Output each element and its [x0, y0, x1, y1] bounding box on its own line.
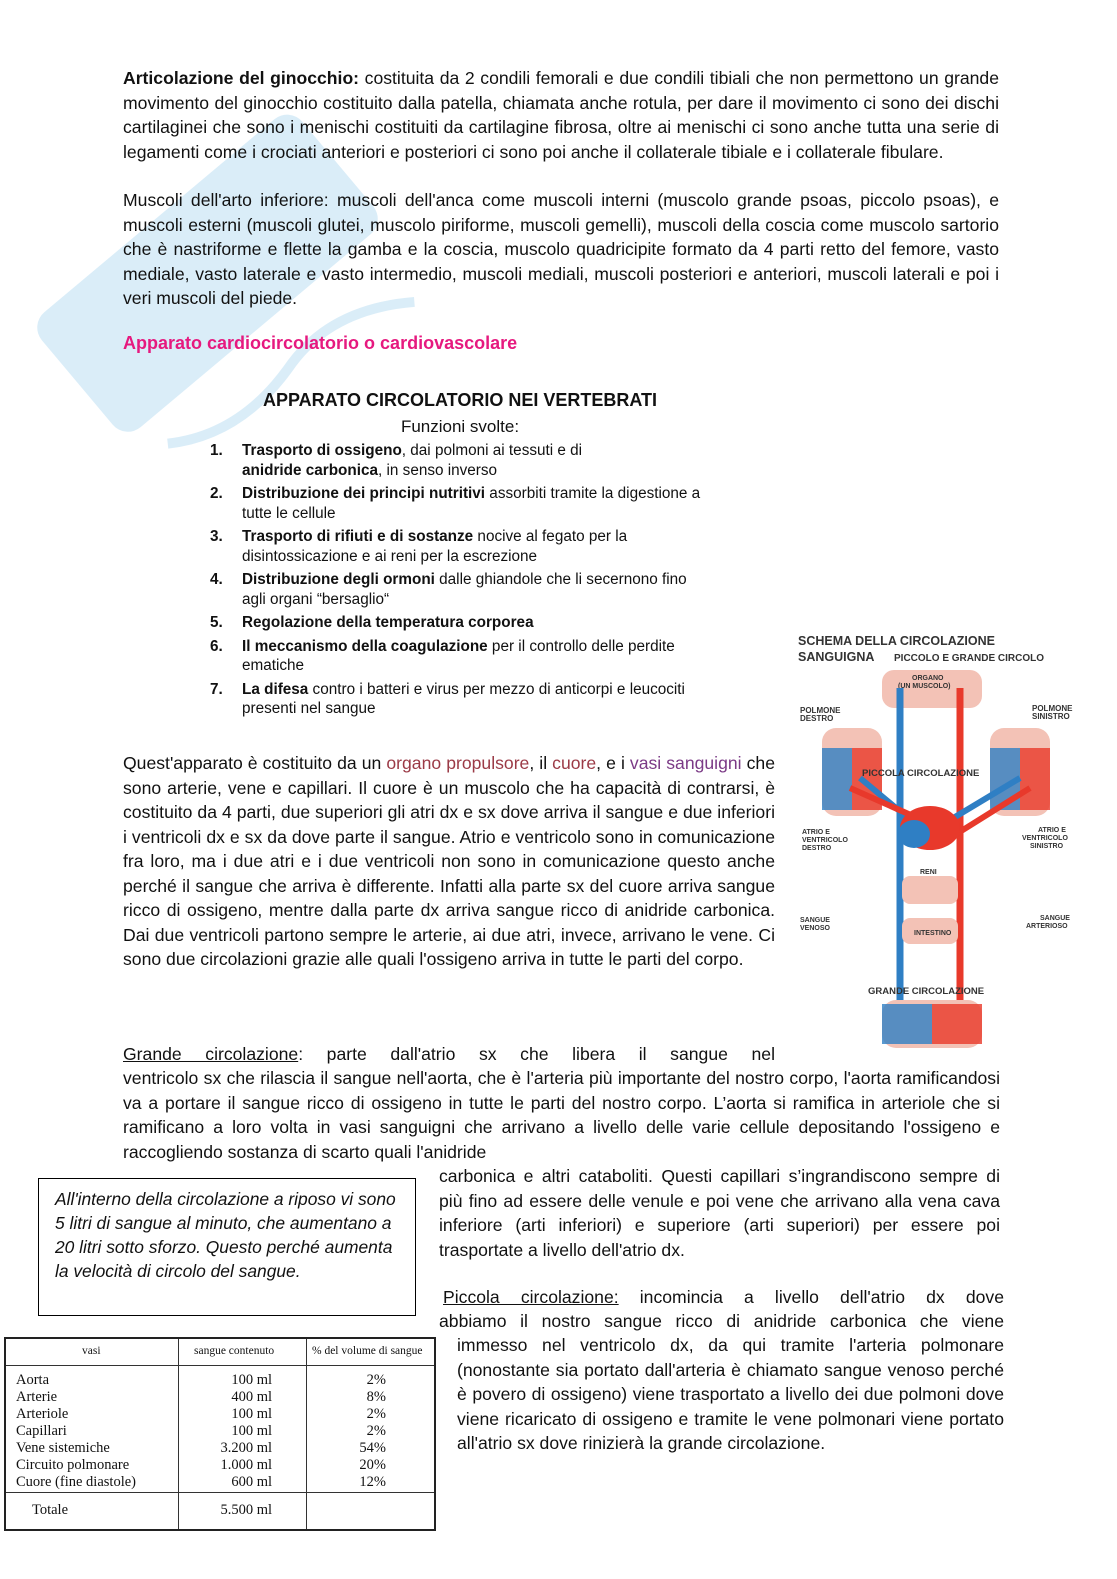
infographic-subtitle: Funzioni svolte:	[400, 417, 520, 436]
svg-text:POLMONE: POLMONE	[1032, 704, 1073, 713]
svg-text:ORGANO: ORGANO	[912, 675, 944, 682]
organ-bottom-arterial	[932, 1004, 982, 1044]
svg-text:VENTRICOLO: VENTRICOLO	[802, 837, 848, 844]
functions-list	[210, 441, 710, 719]
circulation-diagram	[790, 628, 1080, 1058]
function-item: 3. Trasporto di rifiuti e di sostanze nocive al fegato per la disintossicazione e ai reni per la escrezione	[210, 528, 628, 565]
function-item: 4. Distribuzione degli ormoni dalle ghiandole che li secernono fino agli organi “bersaglio“	[210, 571, 687, 608]
table-row: Aorta 100 ml 2%	[16, 1372, 386, 1388]
svg-text:DESTRO: DESTRO	[800, 714, 834, 723]
svg-text:(UN MUSCOLO): (UN MUSCOLO)	[898, 683, 951, 690]
svg-text:ATRIO E: ATRIO E	[802, 829, 830, 836]
diagram-title-2b: PICCOLO E GRANDE CIRCOLO	[894, 653, 1045, 664]
table-row: Arteriole 100 ml 2%	[16, 1406, 386, 1422]
svg-text:POLMONE: POLMONE	[800, 706, 841, 715]
highlight-cuore: cuore	[552, 753, 597, 773]
function-item: 2. Distribuzione dei principi nutritivi assorbiti tramite la digestione a tutte le cellule	[210, 485, 701, 522]
highlight-organo: organo propulsore	[386, 753, 530, 773]
diagram-title-1: SCHEMA DELLA CIRCOLAZIONE	[798, 634, 995, 648]
table-row: Cuore (fine diastole) 600 ml 12%	[16, 1474, 386, 1490]
label-grande: GRANDE CIRCOLAZIONE	[868, 986, 985, 997]
heart-right	[898, 820, 930, 848]
table-row: Circuito polmonare 1.000 ml 20%	[16, 1457, 386, 1473]
ginocchio-text: costituita da 2 condili femorali e due condili tibiali che non permettono un grande movimento del ginocchio costituito dalla patella, chiamata anche rotula, per dare il movimento ci sono dei dischi cartilaginei che sono i menischi costituiti da cartilagine fibrosa, oltre ai menischi ci sono anche tutta una serie di legamenti come i crociati anteriori e posteriori ci sono poi anche il collaterale tibiale e i collaterale fibulare.	[123, 68, 999, 162]
highlight-vasi: vasi sanguigni	[629, 753, 742, 773]
svg-text:SANGUE: SANGUE	[1040, 915, 1070, 922]
paragraph-ginocchio	[123, 66, 999, 164]
ginocchio-title: Articolazione del ginocchio:	[123, 68, 360, 88]
piccola-circ-body: immesso nel ventricolo dx, da qui tramite l'arteria polmonare (nonostante sia portato dall'arteria è chiamato sangue venoso perché è povero di ossigeno) viene trasportato a livello dei due polmoni dove viene ricaricato di ossigeno e tramite le vene polmonari viene portato all'atrio sx dove rinizierà la grande circolazione.	[457, 1335, 1004, 1453]
grande-circ-body2: carbonica e altri cataboliti. Questi capillari s’ingrandiscono sempre di più fino ad essere delle venule e poi vene che arrivano alla vena cava inferiore (arti inferiori) e superiore (arti superiori) per essere poi trasportate a livello dell'atrio dx.	[439, 1166, 1000, 1260]
piccola-circ-line1: Piccola circolazione: incomincia a livello dell'atrio dx dove	[443, 1287, 1004, 1307]
function-item: 7. La difesa contro i batteri e virus per mezzo di anticorpi e leucociti presenti nel sangue	[210, 680, 685, 717]
note-box: All'interno della circolazione a riposo vi sono 5 litri di sangue al minuto, che aumentano a 20 litri sotto sforzo. Questo perché aumenta la velocità di circolo del sangue.	[38, 1178, 416, 1316]
table-header: vasi sangue contenuto % del volume di sangue	[6, 1339, 434, 1366]
piccola-circ-label: Piccola circolazione:	[443, 1287, 619, 1307]
blood-volume-table	[4, 1337, 436, 1531]
svg-text:INTESTINO: INTESTINO	[914, 930, 952, 937]
function-item: 5. Regolazione della temperatura corporea	[210, 614, 534, 631]
table-row: Arterie 400 ml 8%	[16, 1389, 386, 1405]
svg-text:SANGUE: SANGUE	[800, 917, 830, 924]
function-item: 1. Trasporto di ossigeno, dai polmoni ai tessuti e di anidride carbonica, in senso inverso	[210, 442, 583, 479]
grande-circ-label: Grande circolazione	[123, 1044, 299, 1064]
infographic-title: APPARATO CIRCOLATORIO NEI VERTEBRATI	[262, 390, 657, 410]
paragraph-muscoli: Muscoli dell'arto inferiore: muscoli dell'anca come muscoli interni (muscolo grande psoas, piccolo psoas), e muscoli esterni (muscoli glutei, muscolo piriforme, muscoli gemelli), muscoli della coscia come muscolo sartorio che è nastriforme e flette la gamba e la coscia, muscolo quadricipite formato da 4 parti retto del femore, vasto mediale, vasto laterale e vasto intermedio, muscoli mediali, muscoli posteriori e anteriori, muscoli laterali e poi i veri muscoli del piede.	[123, 190, 999, 308]
section-heading: Apparato cardiocircolatorio o cardiovascolare	[123, 333, 518, 353]
organ-bottom-venous	[882, 1004, 932, 1044]
table-row: Vene sistemiche 3.200 ml 54%	[16, 1440, 386, 1456]
svg-text:VENOSO: VENOSO	[800, 925, 830, 932]
kidneys	[902, 876, 958, 904]
paragraph-apparato: Quest'apparato è costituito da un organo propulsore, il cuore, e i vasi sanguigni che sono arterie, vene e capillari. Il cuore è un muscolo che ha capacità di contrarsi, è costituito da 4 parti, due superiori gli atri dx e sx dove arriva il sangue e due inferiori i ventricoli dx e sx da dove parte il sangue. Atrio e ventricolo sono in comunicazione fra loro, ma i due atri e i due ventricoli non sono in comunicazione questo anche perché il sangue che arriva è differente. Infatti alla parte sx del cuore arriva sangue ricco di ossigeno, mentre dalla parte dx arriva sangue ricco di anidride carbonica. Dai due ventricoli partono sempre le arterie, ai due atri, invece, arrivano le vene. Ci sono due circolazioni grazie alle quali l'ossigeno arriva in tutte le parti del corpo.	[123, 753, 775, 969]
table-row: Capillari 100 ml 2%	[16, 1423, 386, 1439]
infographic-functions	[210, 390, 710, 723]
grande-circ-line1: Grande circolazione: parte dall'atrio sx che libera il sangue nel	[123, 1044, 775, 1064]
left-lung-venous	[822, 748, 852, 810]
svg-text:SINISTRO: SINISTRO	[1032, 712, 1070, 721]
table-total-row: Totale 5.500 ml	[32, 1502, 272, 1518]
diagram-title-2: SANGUIGNA	[798, 650, 875, 664]
svg-text:RENI: RENI	[920, 869, 937, 876]
svg-text:DESTRO: DESTRO	[802, 845, 832, 852]
function-item: 6. Il meccanismo della coagulazione per il controllo delle perdite ematiche	[210, 637, 675, 674]
piccola-circ-line2: abbiamo il nostro sangue ricco di anidride carbonica che viene	[439, 1311, 1004, 1331]
label-piccola: PICCOLA CIRCOLAZIONE	[862, 768, 980, 779]
svg-text:ATRIO E: ATRIO E	[1038, 827, 1066, 834]
svg-text:SINISTRO: SINISTRO	[1030, 843, 1064, 850]
right-lung-arterial	[1020, 748, 1050, 810]
svg-text:ARTERIOSO: ARTERIOSO	[1026, 923, 1068, 930]
grande-circ-body: ventricolo sx che rilascia il sangue nell'aorta, che è l'arteria più importante del nostro corpo, l'aorta ramificandosi va a portare il sangue ricco di ossigeno in tutte le parti del nostro corpo. L’aorta si ramifica in arteriole che si ramificano a loro volta in vasi sanguigni che arrivano a livello delle varie cellule depositando l'ossigeno e raccogliendo sostanza di scarto quali l'anidride	[123, 1068, 1000, 1162]
svg-text:VENTRICOLO: VENTRICOLO	[1022, 835, 1068, 842]
